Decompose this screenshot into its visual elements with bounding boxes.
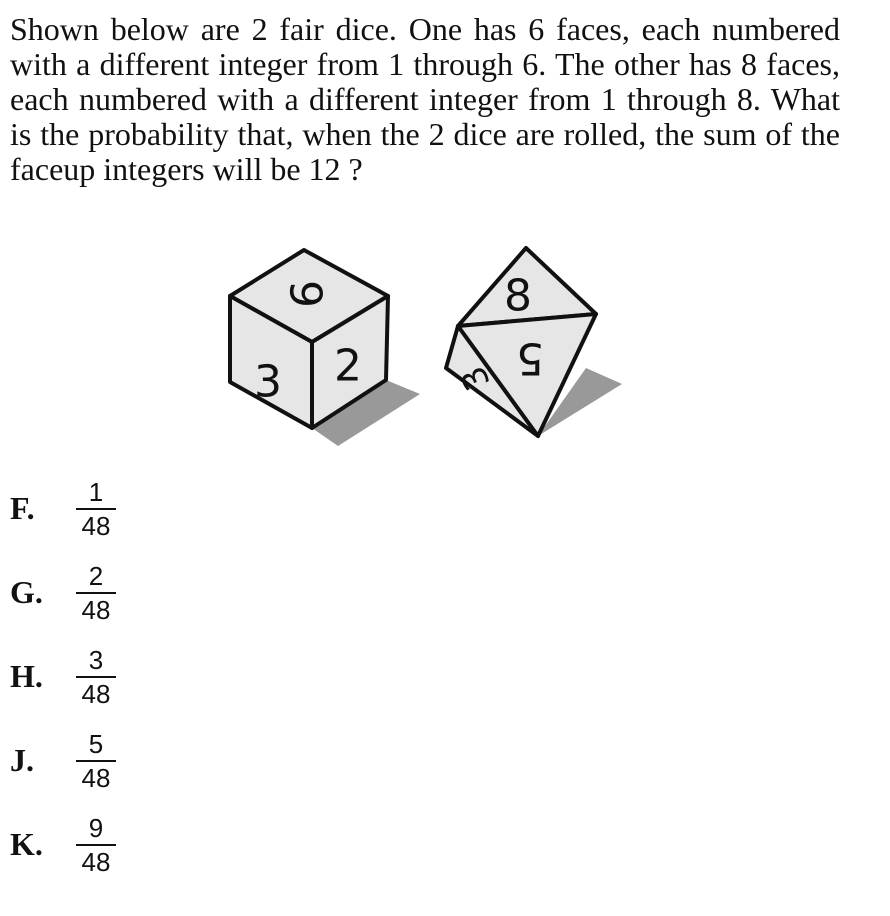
choice-fraction: [76, 646, 116, 708]
fraction-numerator: 5: [88, 729, 104, 759]
fraction-denominator: 48: [81, 679, 111, 709]
fraction-bar: [76, 592, 116, 594]
dice-figure: [220, 240, 640, 460]
choice-letter: K.: [10, 826, 43, 862]
fraction-numerator: 1: [88, 477, 104, 507]
fraction-bar: [76, 760, 116, 762]
fraction-numerator: 2: [88, 561, 104, 591]
choice-letter: H.: [10, 658, 43, 694]
cube-top-number: 6: [282, 280, 334, 308]
answer-choices: [10, 478, 310, 898]
six-sided-die: [230, 250, 420, 446]
fraction-bar: [76, 508, 116, 510]
choice-h[interactable]: [10, 646, 310, 730]
fraction-denominator: 48: [81, 511, 111, 541]
fraction-denominator: 48: [81, 595, 111, 625]
choice-letter: J.: [10, 742, 34, 778]
choice-fraction: [76, 478, 116, 540]
choice-letter: G.: [10, 574, 43, 610]
choice-j[interactable]: [10, 730, 310, 814]
fraction-denominator: 48: [81, 847, 111, 877]
eight-sided-die: [446, 248, 622, 436]
dice-illustration: [220, 240, 640, 460]
choice-g[interactable]: [10, 562, 310, 646]
choice-fraction: [76, 814, 116, 876]
fraction-numerator: 3: [88, 645, 104, 675]
choice-f[interactable]: [10, 478, 310, 562]
cube-left-number: 3: [254, 356, 282, 408]
fraction-bar: [76, 676, 116, 678]
octahedron-front-number: 5: [516, 332, 544, 384]
fraction-bar: [76, 844, 116, 846]
cube-right-number: 2: [334, 340, 362, 392]
octahedron-left-number: 3: [453, 359, 499, 397]
choice-fraction: [76, 562, 116, 624]
choice-letter: F.: [10, 490, 35, 526]
choice-k[interactable]: [10, 814, 310, 898]
octahedron-top-number: 8: [504, 270, 532, 322]
question-text: Shown below are 2 fair dice. One has 6 faces, each numbered with a different integer from 1 through 6. The other has 8 faces, each numbered with a different integer from 1 through 8. What is the probability that, when the 2 dice are rolled, the sum of the faceup integers will be 12 ?: [10, 11, 840, 187]
fraction-numerator: 9: [88, 813, 104, 843]
fraction-denominator: 48: [81, 763, 111, 793]
choice-fraction: [76, 730, 116, 792]
